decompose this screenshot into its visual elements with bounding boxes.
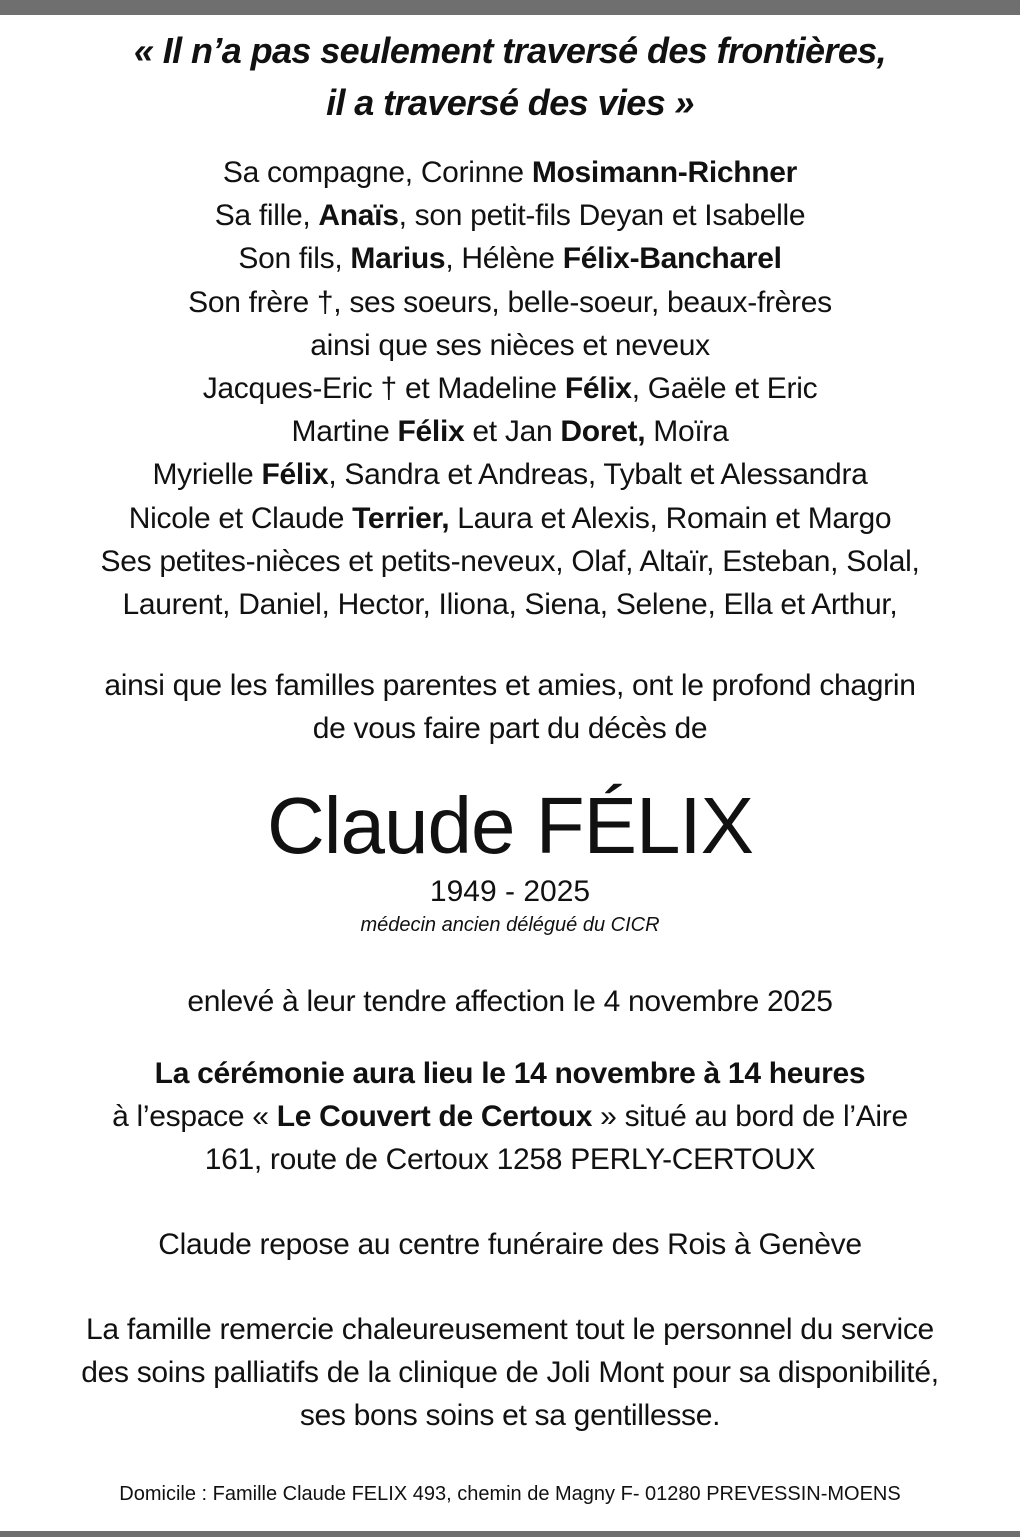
family-line: Laurent, Daniel, Hector, Iliona, Siena, Selene, Ella et Arthur, — [122, 588, 898, 622]
family-line: Martine Félix et Jan Doret, Moïra — [291, 415, 729, 449]
death-date: enlevé à leur tendre affection le 4 novembre 2025 — [187, 985, 833, 1019]
family-line: Nicole et Claude Terrier, Laura et Alexis, Romain et Margo — [128, 501, 892, 535]
deceased-years: 1949 - 2025 — [429, 875, 591, 909]
family-line: Sa compagne, Corinne Mosimann-Richner — [222, 156, 798, 189]
announcement-line-2: de vous faire part du décès de — [312, 712, 708, 746]
ceremony-details — [0, 1052, 1020, 1181]
family-line: Son frère †, ses soeurs, belle-soeur, beaux-frères — [188, 285, 832, 319]
family-line: Myrielle Félix, Sandra et Andreas, Tybalt et Alessandra — [152, 458, 868, 492]
thanks-line-1: La famille remercie chaleureusement tout le personnel du service — [86, 1313, 934, 1347]
family-line: Son fils, Marius, Hélène Félix-Bancharel — [238, 242, 782, 276]
deceased-occupation: médecin ancien délégué du CICR — [360, 914, 660, 937]
announcement — [0, 664, 1020, 750]
thanks-message — [0, 1308, 1020, 1437]
family-line: Sa fille, Anaïs, son petit-fils Deyan et Isabelle — [214, 199, 806, 233]
obituary-notice — [0, 25, 1020, 1507]
announcement-line-1: ainsi que les familles parentes et amies, ont le profond chagrin — [104, 669, 916, 703]
ceremony-line-2: à l’espace « Le Couvert de Certoux » situé au bord de l’Aire — [112, 1100, 908, 1134]
domicile-address: Domicile : Famille Claude FELIX 493, chemin de Magny F- 01280 PREVESSIN-MOENS — [119, 1483, 901, 1506]
ceremony-line-3: 161, route de Certoux 1258 PERLY-CERTOUX — [204, 1143, 816, 1177]
thanks-line-3: ses bons soins et sa gentillesse. — [299, 1399, 721, 1433]
top-border — [0, 0, 1020, 15]
repose-notice: Claude repose au centre funéraire des Rois à Genève — [158, 1228, 862, 1262]
family-line: ainsi que ses nièces et neveux — [310, 328, 710, 362]
family-list — [0, 151, 1020, 626]
bottom-border — [0, 1531, 1020, 1537]
family-line: Ses petites-nièces et petits-neveux, Olaf, Altaïr, Esteban, Solal, — [100, 544, 920, 578]
family-line: Jacques-Eric † et Madeline Félix, Gaële et Eric — [202, 372, 818, 406]
deceased-name: Claude FÉLIX — [266, 781, 754, 871]
epigraph-quote — [0, 25, 1020, 129]
quote-line-2: il a traversé des vies » — [326, 82, 694, 123]
quote-line-1: « Il n’a pas seulement traversé des frontières, — [133, 30, 887, 71]
thanks-line-2: des soins palliatifs de la clinique de Joli Mont pour sa disponibilité, — [81, 1356, 939, 1390]
deceased-block — [0, 780, 1020, 938]
ceremony-line-1: La cérémonie aura lieu le 14 novembre à 14 heures — [154, 1057, 866, 1091]
